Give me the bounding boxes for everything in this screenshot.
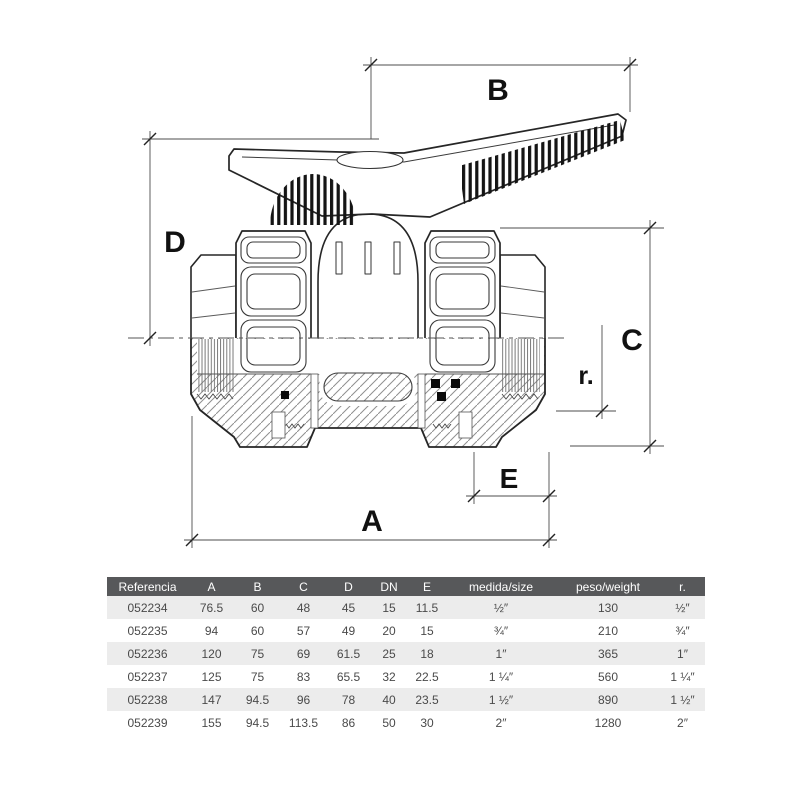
table-cell: 1280	[556, 711, 660, 734]
table-cell: 560	[556, 665, 660, 688]
cap-left	[191, 255, 236, 338]
dimension-label-d: D	[164, 226, 186, 259]
table-cell: 2″	[446, 711, 556, 734]
table-cell: 1 ¼″	[660, 665, 705, 688]
table-cell: 76.5	[188, 596, 235, 619]
valve-handle	[229, 114, 626, 225]
table-row	[107, 688, 705, 711]
table-row	[107, 665, 705, 688]
dimension-label-e: E	[499, 463, 519, 494]
dimension-label-c: C	[621, 324, 643, 357]
table-row	[107, 642, 705, 665]
table-cell: 22.5	[408, 665, 446, 688]
table-cell: 120	[188, 642, 235, 665]
column-header: E	[408, 577, 446, 596]
spec-table-body	[107, 596, 705, 734]
table-cell: 18	[408, 642, 446, 665]
cap-right	[500, 255, 545, 338]
table-cell: 113.5	[280, 711, 327, 734]
column-header: medida/size	[446, 577, 556, 596]
table-cell: 1 ¼″	[446, 665, 556, 688]
table-cell: 365	[556, 642, 660, 665]
table-cell: ½″	[660, 596, 705, 619]
table-cell: 147	[188, 688, 235, 711]
table-cell: 57	[280, 619, 327, 642]
table-cell: 052237	[107, 665, 188, 688]
table-cell: 75	[235, 665, 280, 688]
column-header: Referencia	[107, 577, 188, 596]
table-cell: 60	[235, 619, 280, 642]
table-cell: 130	[556, 596, 660, 619]
table-cell: 2″	[660, 711, 705, 734]
table-cell: 65.5	[327, 665, 370, 688]
table-cell: 890	[556, 688, 660, 711]
table-cell: 1″	[660, 642, 705, 665]
table-cell: 125	[188, 665, 235, 688]
ball	[324, 373, 412, 401]
table-cell: 052234	[107, 596, 188, 619]
table-cell: 052239	[107, 711, 188, 734]
table-cell: 23.5	[408, 688, 446, 711]
table-cell: 69	[280, 642, 327, 665]
table-cell: 48	[280, 596, 327, 619]
table-cell: 052235	[107, 619, 188, 642]
table-cell: 75	[235, 642, 280, 665]
table-cell: 50	[370, 711, 408, 734]
table-cell: 30	[408, 711, 446, 734]
table-cell: 49	[327, 619, 370, 642]
spec-table-header-row	[107, 577, 705, 596]
table-cell: 32	[370, 665, 408, 688]
table-cell: 25	[370, 642, 408, 665]
table-cell: 45	[327, 596, 370, 619]
table-cell: 61.5	[327, 642, 370, 665]
dimension-label-b: B	[487, 74, 509, 107]
column-header: DN	[370, 577, 408, 596]
table-cell: 15	[408, 619, 446, 642]
table-row	[107, 596, 705, 619]
table-cell: 94.5	[235, 711, 280, 734]
column-header: B	[235, 577, 280, 596]
stem-dome	[318, 214, 418, 338]
column-header: D	[327, 577, 370, 596]
thread-right	[502, 339, 540, 392]
column-header: A	[188, 577, 235, 596]
table-cell: 20	[370, 619, 408, 642]
table-row	[107, 711, 705, 734]
table-cell: ¾″	[446, 619, 556, 642]
table-cell: 94	[188, 619, 235, 642]
dimension-label-r: r.	[578, 362, 594, 390]
table-cell: ½″	[446, 596, 556, 619]
table-cell: 96	[280, 688, 327, 711]
table-cell: 40	[370, 688, 408, 711]
column-header: C	[280, 577, 327, 596]
table-cell: 052238	[107, 688, 188, 711]
table-cell: 1″	[446, 642, 556, 665]
table-cell: 15	[370, 596, 408, 619]
column-header: r.	[660, 577, 705, 596]
table-cell: ¾″	[660, 619, 705, 642]
spec-table	[107, 577, 705, 734]
thread-left	[197, 339, 235, 392]
dimension-label-a: A	[361, 505, 383, 538]
handle-thumb-recess	[337, 152, 403, 169]
table-row	[107, 619, 705, 642]
table-cell: 11.5	[408, 596, 446, 619]
table-cell: 052236	[107, 642, 188, 665]
table-cell: 94.5	[235, 688, 280, 711]
valve-section	[191, 338, 545, 447]
column-header: peso/weight	[556, 577, 660, 596]
table-cell: 155	[188, 711, 235, 734]
table-cell: 60	[235, 596, 280, 619]
table-cell: 86	[327, 711, 370, 734]
table-cell: 210	[556, 619, 660, 642]
table-cell: 83	[280, 665, 327, 688]
table-cell: 78	[327, 688, 370, 711]
table-cell: 1 ½″	[660, 688, 705, 711]
table-cell: 1 ½″	[446, 688, 556, 711]
